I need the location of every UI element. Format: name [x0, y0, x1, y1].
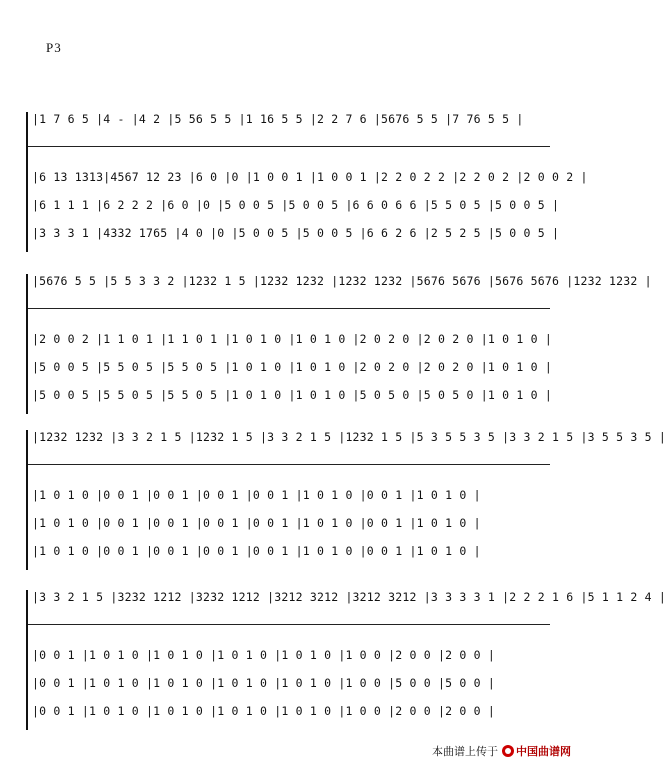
staff-separator: [28, 308, 550, 309]
accompaniment-row: [28, 198, 560, 218]
upload-text: 本曲谱上传于: [432, 745, 498, 758]
accompaniment-row: [28, 170, 588, 190]
part-line: |5 0 0 5 |5 5 0 5 |5 5 0 5 |1 0 1 0 |1 0 1 0 |5 0 5 0 |5 0 5 0 |1 0 1 0 |: [32, 388, 553, 402]
accompaniment-row: [28, 388, 553, 408]
part-line: |1 0 1 0 |0 0 1 |0 0 1 |0 0 1 |0 0 1 |1 0 1 0 |0 0 1 |1 0 1 0 |: [32, 488, 481, 502]
part-line: |6 1 1 1 |6 2 2 2 |6 0 |0 |5 0 0 5 |5 0 0 5 |6 6 0 6 6 |5 5 0 5 |5 0 0 5 |: [32, 198, 560, 212]
score-system: [28, 430, 666, 570]
score-system: [28, 274, 652, 414]
melody-row: [28, 112, 550, 132]
part-line: |1 0 1 0 |0 0 1 |0 0 1 |0 0 1 |0 0 1 |1 0 1 0 |0 0 1 |1 0 1 0 |: [32, 516, 481, 530]
melody-row: [28, 274, 652, 294]
part-line: |3 3 3 1 |4332 1765 |4 0 |0 |5 0 0 5 |5 0 0 5 |6 6 2 6 |2 5 2 5 |5 0 0 5 |: [32, 226, 560, 240]
staff-separator: [28, 624, 550, 625]
accompaniment-row: [28, 516, 550, 536]
accompaniment-row: [28, 544, 550, 564]
staff-separator: [28, 464, 550, 465]
score-system: [28, 590, 666, 730]
accompaniment-row: [28, 332, 553, 352]
melody-line: |1232 1232 |3 3 2 1 5 |1232 1 5 |3 3 2 1 5 |1232 1 5 |5 3 5 5 3 5 |3 3 2 1 5 |3 5 5 3 5 |: [32, 430, 666, 444]
part-line: |0 0 1 |1 0 1 0 |1 0 1 0 |1 0 1 0 |1 0 1 0 |1 0 0 |2 0 0 |2 0 0 |: [32, 648, 496, 662]
staff-separator: [28, 146, 550, 147]
melody-line: |1 7 6 5 |4 - |4 2 |5 56 5 5 |1 16 5 5 |2 2 7 6 |5676 5 5 |7 76 5 5 |: [32, 112, 524, 126]
site-name: 中国曲谱网: [516, 745, 571, 758]
part-line: |0 0 1 |1 0 1 0 |1 0 1 0 |1 0 1 0 |1 0 1 0 |1 0 0 |5 0 0 |5 0 0 |: [32, 676, 496, 690]
site-logo-icon: [502, 745, 514, 757]
accompaniment-row: [28, 648, 550, 668]
accompaniment-row: [28, 704, 550, 724]
melody-row: [28, 430, 666, 450]
accompaniment-row: [28, 488, 550, 508]
melody-line: |5676 5 5 |5 5 3 3 2 |1232 1 5 |1232 1232 |1232 1232 |5676 5676 |5676 5676 |1232 1232 |: [32, 274, 652, 288]
accompaniment-row: [28, 360, 553, 380]
accompaniment-row: [28, 676, 550, 696]
part-line: |0 0 1 |1 0 1 0 |1 0 1 0 |1 0 1 0 |1 0 1 0 |1 0 0 |2 0 0 |2 0 0 |: [32, 704, 496, 718]
part-line: |1 0 1 0 |0 0 1 |0 0 1 |0 0 1 |0 0 1 |1 0 1 0 |0 0 1 |1 0 1 0 |: [32, 544, 481, 558]
part-line: |6 13 1313|4567 12 23 |6 0 |0 |1 0 0 1 |1 0 0 1 |2 2 0 2 2 |2 2 0 2 |2 0 0 2 |: [32, 170, 588, 184]
part-line: |2 0 0 2 |1 1 0 1 |1 1 0 1 |1 0 1 0 |1 0 1 0 |2 0 2 0 |2 0 2 0 |1 0 1 0 |: [32, 332, 553, 346]
site-logo[interactable]: [502, 743, 571, 759]
score-system: [28, 112, 588, 252]
page-label: P3: [46, 40, 62, 55]
melody-row: [28, 590, 666, 610]
footer-credit: [432, 743, 571, 759]
melody-line: |3 3 2 1 5 |3232 1212 |3232 1212 |3212 3212 |3212 3212 |3 3 3 3 1 |2 2 2 1 6 |5 1 1 2 4 |: [32, 590, 666, 604]
part-line: |5 0 0 5 |5 5 0 5 |5 5 0 5 |1 0 1 0 |1 0 1 0 |2 0 2 0 |2 0 2 0 |1 0 1 0 |: [32, 360, 553, 374]
accompaniment-row: [28, 226, 560, 246]
